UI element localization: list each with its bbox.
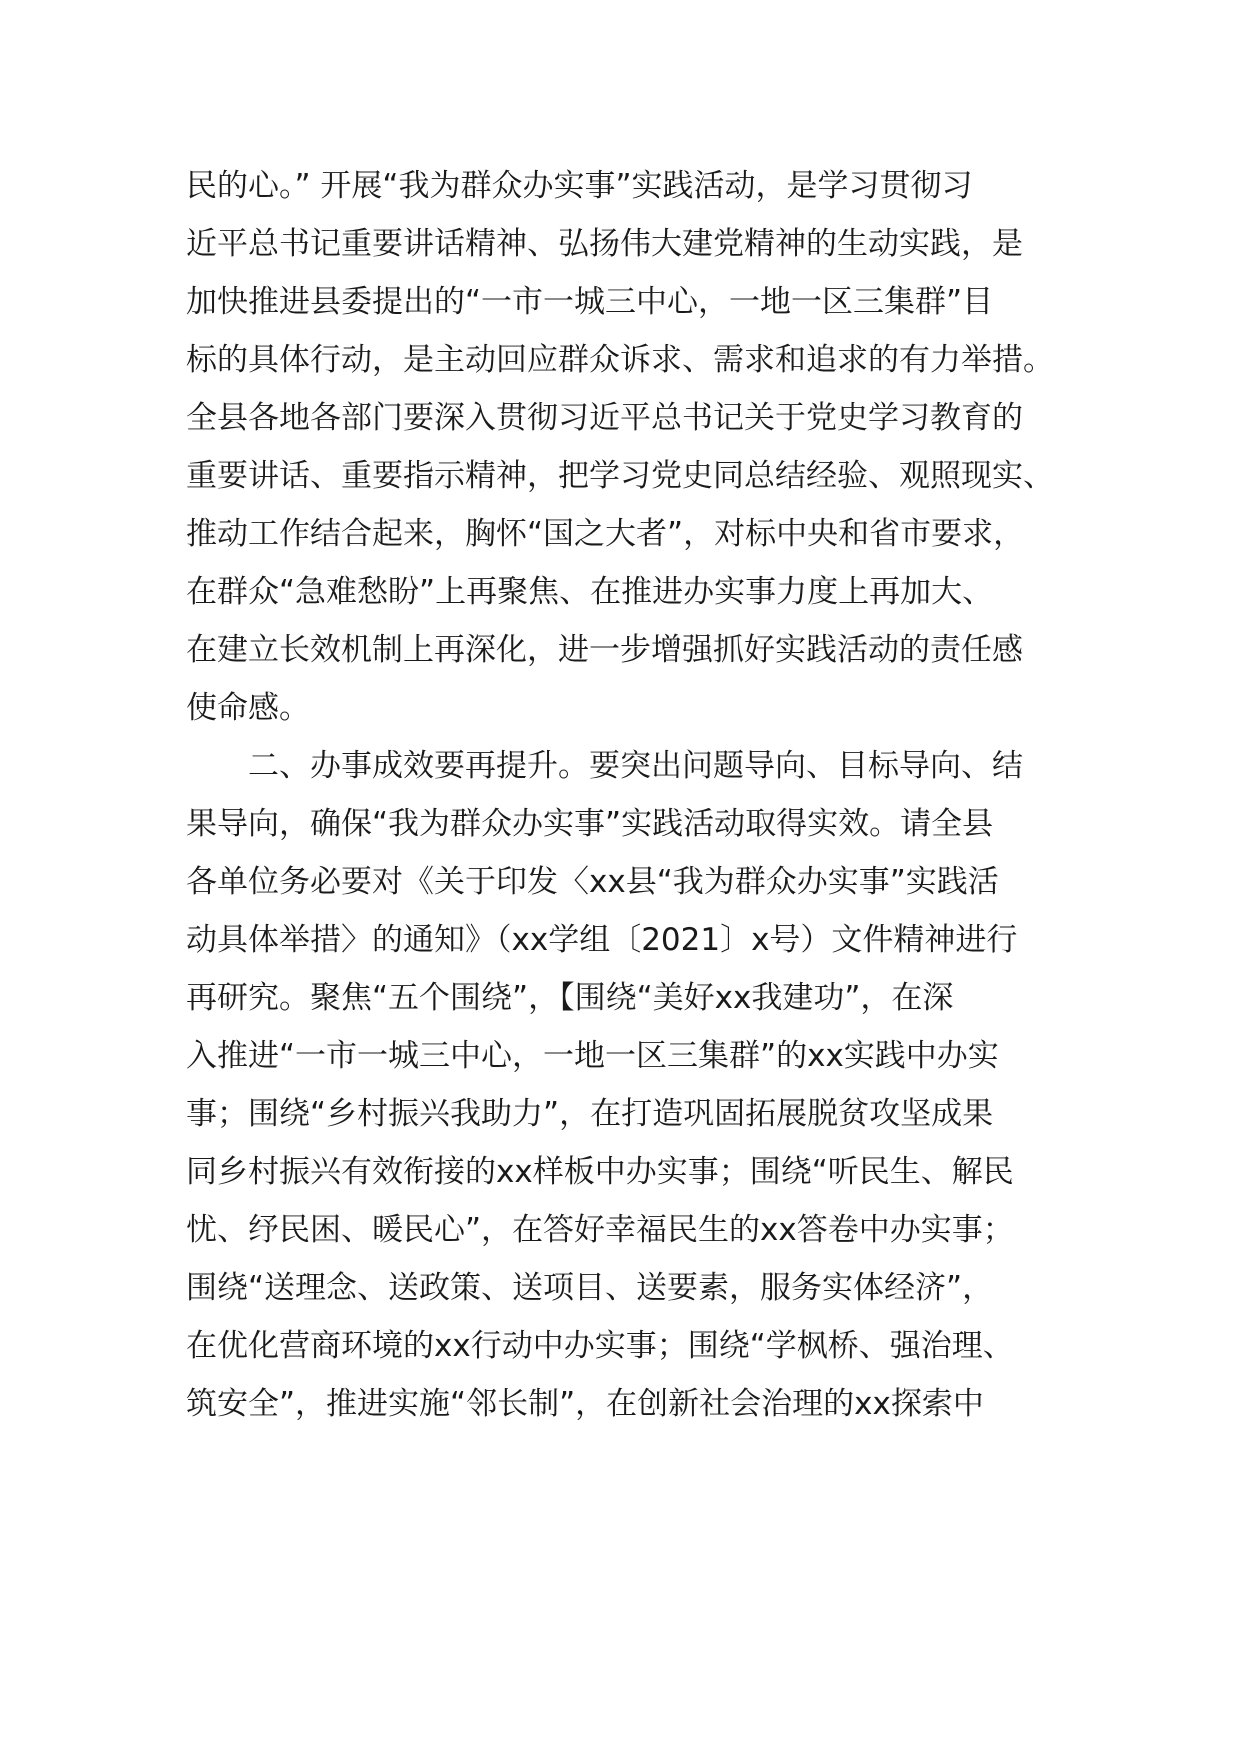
text-line: 动具体举措〉的通知》（xx学组〔2021〕x号）文件精神进行 (186, 922, 1018, 958)
text-line: 加快推进县委提出的“一市一城三中心，一地一区三集群”目 (186, 284, 994, 320)
text-line: 忧、纾民困、暖民心”，在答好幸福民生的xx答卷中办实事； (186, 1212, 1014, 1248)
text-line: 同乡村振兴有效衔接的xx样板中办实事；围绕“听民生、解民 (186, 1154, 1014, 1190)
text-line: 二、办事成效要再提升。要突出问题导向、目标导向、结 (248, 748, 1023, 784)
text-line: 在优化营商环境的xx行动中办实事；围绕“学枫桥、强治理、 (186, 1328, 1014, 1364)
text-line: 入推进“一市一城三中心，一地一区三集群”的xx实践中办实 (186, 1038, 999, 1074)
text-line: 在建立长效机制上再深化，进一步增强抓好实践活动的责任感 (186, 632, 1023, 668)
text-line: 在群众“急难愁盼”上再聚焦、在推进办实事力度上再加大、 (186, 574, 994, 610)
text-line: 各单位务必要对《关于印发〈xx县“我为群众办实事”实践活 (186, 864, 999, 900)
text-line: 重要讲话、重要指示精神，把学习党史同总结经验、观照现实、 (186, 458, 1054, 494)
text-line: 再研究。聚焦“五个围绕”，【围绕“美好xx我建功”，在深 (186, 980, 954, 1016)
text-line: 全县各地各部门要深入贯彻习近平总书记关于党史学习教育的 (186, 400, 1023, 436)
text-line: 标的具体行动，是主动回应群众诉求、需求和追求的有力举措。 (186, 342, 1054, 378)
text-line: 近平总书记重要讲话精神、弘扬伟大建党精神的生动实践，是 (186, 226, 1023, 262)
text-line: 筑安全”，推进实施“邻长制”，在创新社会治理的xx探索中 (186, 1386, 984, 1422)
text-line: 事；围绕“乡村振兴我助力”，在打造巩固拓展脱贫攻坚成果 (186, 1096, 994, 1132)
text-line: 使命感。 (186, 690, 310, 726)
text-line: 民的心。” 开展“我为群众办实事”实践活动，是学习贯彻习 (186, 168, 973, 204)
text-line: 推动工作结合起来，胸怀“国之大者”，对标中央和省市要求， (186, 516, 1025, 552)
text-line: 围绕“送理念、送政策、送项目、送要素，服务实体经济”， (186, 1270, 994, 1306)
text-line: 果导向，确保“我为群众办实事”实践活动取得实效。请全县 (186, 806, 994, 842)
